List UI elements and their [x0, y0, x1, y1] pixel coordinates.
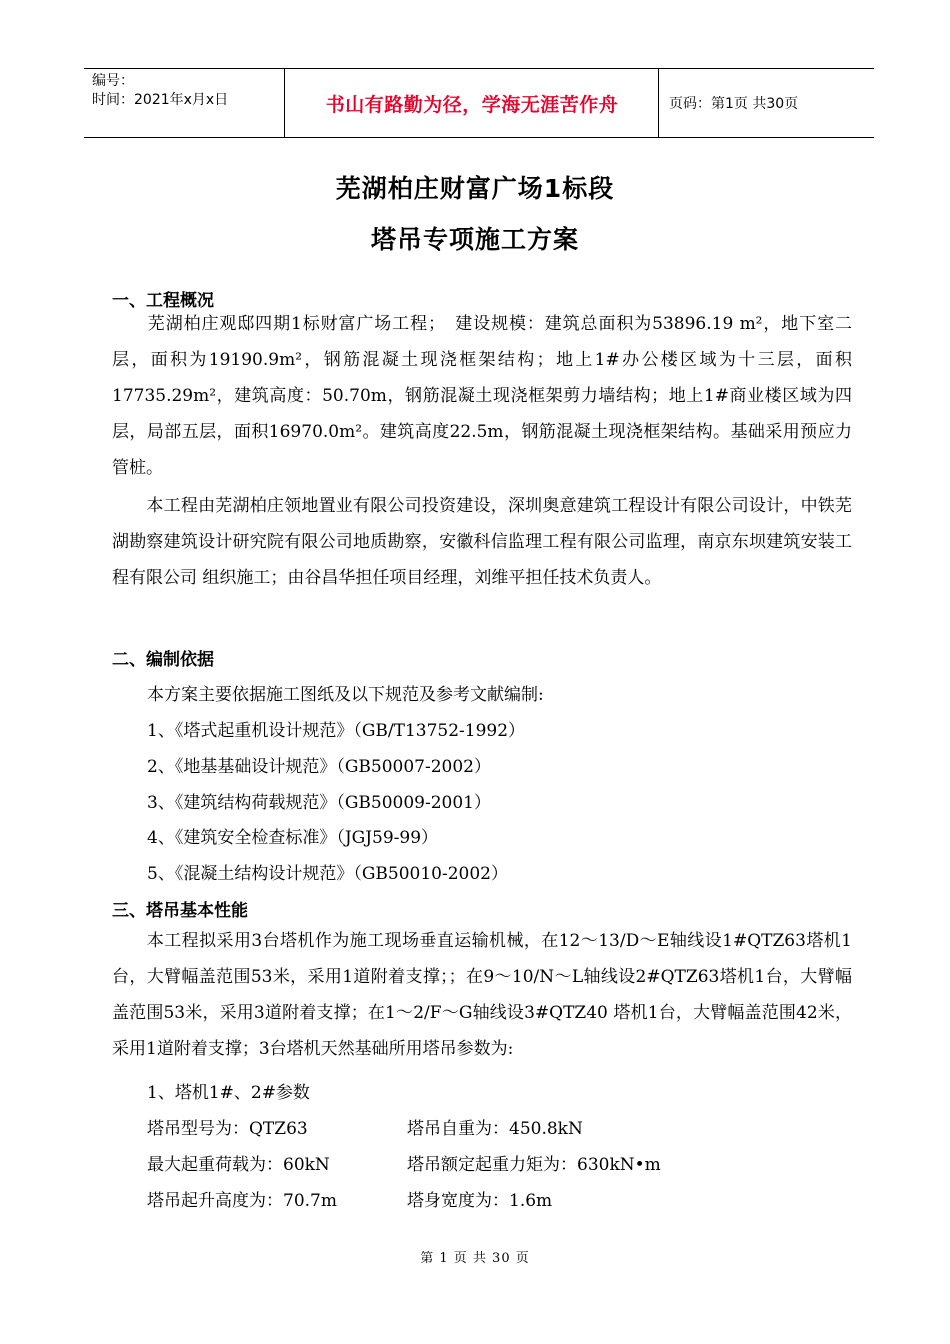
header-meta-cell: [84, 69, 285, 137]
section-heading-overview: 一、工程概况: [112, 291, 214, 311]
section-heading-performance: 三、塔吊基本性能: [112, 901, 248, 921]
crane-params-subheading: 1、塔机1#、2#参数: [147, 1083, 310, 1103]
param-max-load: 最大起重荷载为：60kN: [147, 1155, 330, 1175]
overview-paragraph-2: 本工程由芜湖柏庄领地置业有限公司投资建设，深圳奥意建筑工程设计有限公司设计，中铁芜湖勘察建筑设计研究院有限公司地质勘察，安徽科信监理工程有限公司监理，南京东坝建筑安装工程有限公司 组织施工；由谷昌华担任项目经理，刘维平担任技术负责人。: [112, 496, 852, 588]
header-motto: 书山有路勤为径，学海无涯苦作舟: [286, 69, 659, 137]
basis-intro: 本方案主要依据施工图纸及以下规范及参考文献编制:: [147, 685, 544, 705]
header-page-info: 页码：第1页 共30页: [669, 96, 799, 112]
param-rated-moment: 塔吊额定起重力矩为：630kN•m: [407, 1155, 661, 1175]
overview-paragraph-1: 芜湖柏庄观邸四期1标财富广场工程； 建设规模：建筑总面积为53896.19 m²，地下室二层，面积为19190.9m²，钢筋混凝土现浇框架结构；地上1#办公楼区域为十三层，面积17735.29m²，建筑高度：50.70m，钢筋混凝土现浇框架剪力墙结构；地上1#商业楼区域为四层，局部五层，面积16970.0m²。建筑高度22.5m，钢筋混凝土现浇框架结构。基础采用预应力管桩。: [112, 314, 852, 478]
document-title-line2: 塔吊专项施工方案: [370, 225, 579, 254]
number-label: 编号：: [92, 73, 134, 89]
page-footer: 第 1 页 共 30 页: [420, 1251, 530, 1266]
basis-item: 5、《混凝土结构设计规范》（GB50010-2002）: [147, 864, 508, 884]
basis-item: 2、《地基基础设计规范》（GB50007-2002）: [147, 757, 491, 777]
param-self-weight: 塔吊自重为：450.8kN: [407, 1119, 583, 1139]
section-heading-basis: 二、编制依据: [112, 650, 214, 670]
param-tower-width: 塔身宽度为：1.6m: [407, 1191, 553, 1211]
performance-paragraph: 本工程拟采用3台塔机作为施工现场垂直运输机械，在12～13/D～E轴线设1#QTZ63塔机1台，大臂幅盖范围53米，采用1道附着支撑；；在9～10/N～L轴线设2#QTZ63塔机1台，大臂幅盖范围53米，采用3道附着支撑；在1～2/F～G轴线设3#QTZ40 塔机1台，大臂幅盖范围42米，采用1道附着支撑；3台塔机天然基础所用塔吊参数为:: [112, 931, 853, 1059]
time-label: 时间：2021年x月x日: [92, 92, 229, 108]
basis-item: 4、《建筑安全检查标准》（JGJ59-99）: [147, 828, 439, 848]
basis-item: 1、《塔式起重机设计规范》（GB/T13752-1992）: [147, 721, 526, 741]
basis-item: 3、《建筑结构荷载规范》（GB50009-2001）: [147, 793, 491, 813]
document-title-line1: 芜湖柏庄财富广场1标段: [335, 174, 615, 203]
param-model: 塔吊型号为：QTZ63: [147, 1119, 308, 1139]
document-header: [84, 68, 874, 138]
param-lift-height: 塔吊起升高度为：70.7m: [147, 1191, 337, 1211]
